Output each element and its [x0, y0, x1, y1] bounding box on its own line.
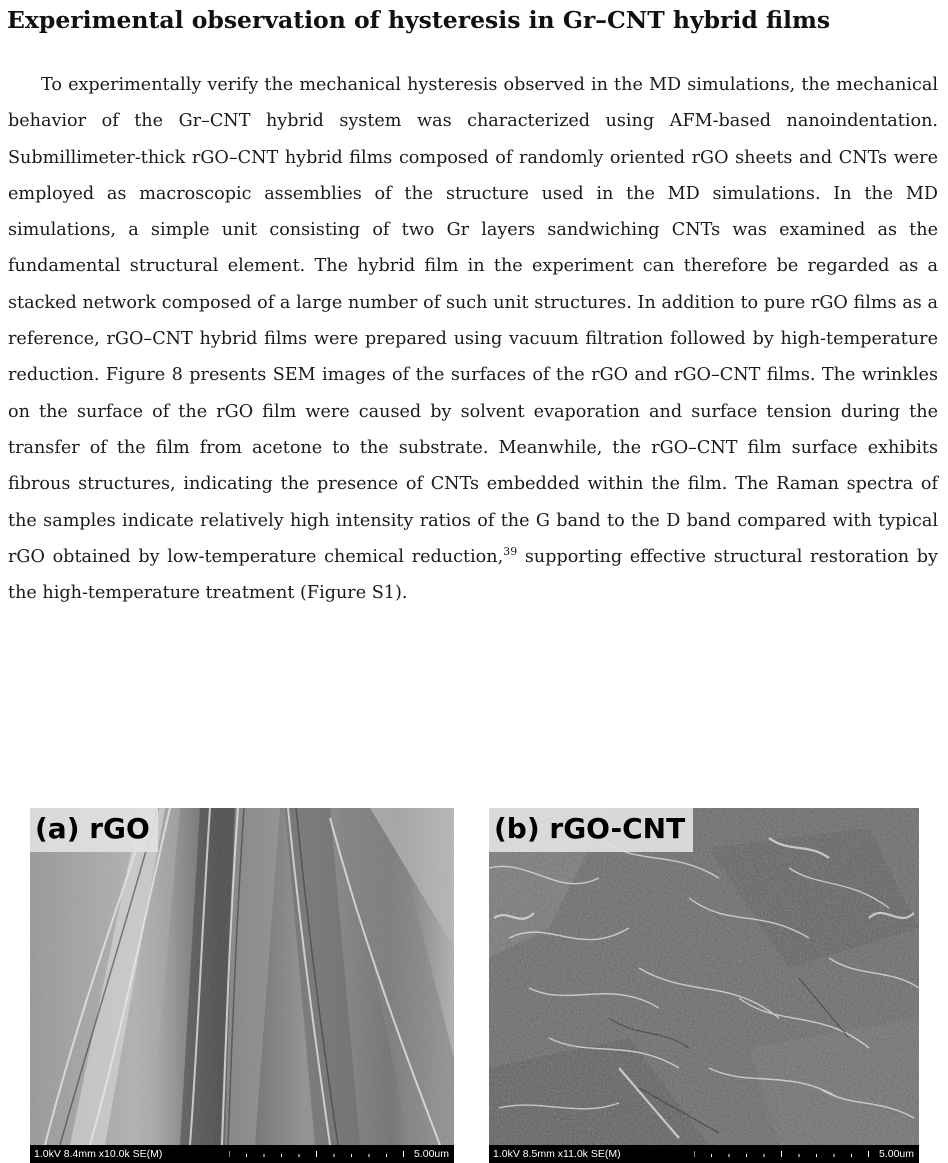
section-heading: Experimental observation of hysteresis in Gr–CNT hybrid films — [7, 6, 831, 34]
paragraph-text-continued: supporting effective structural restoration by the high-temperature treatment (Figure S1). — [8, 546, 938, 604]
sem-panel-rgo — [30, 808, 454, 1163]
sem-parameters-b: 1.0kV 8.5mm x11.0k SE(M) — [493, 1148, 621, 1160]
scale-ticks-a — [229, 1147, 404, 1157]
citation-superscript: 39 — [503, 545, 518, 558]
sem-info-bar-b — [489, 1145, 919, 1163]
sem-panel-rgo-cnt — [489, 808, 919, 1163]
sem-image-rgo-cnt — [489, 808, 919, 1145]
panel-label-a: (a) rGO — [30, 808, 158, 852]
scale-ticks-b — [694, 1147, 869, 1157]
sem-image-rgo — [30, 808, 454, 1145]
figure-8 — [0, 808, 948, 1163]
sem-info-bar-a — [30, 1145, 454, 1163]
body-paragraph — [8, 67, 938, 611]
sem-parameters-a: 1.0kV 8.4mm x10.0k SE(M) — [34, 1148, 163, 1160]
paragraph-text: To experimentally verify the mechanical hysteresis observed in the MD simulations, the mechanical behavior of the Gr–CNT hybrid system was characterized using AFM-based nanoindentation. Submillimeter-thick rGO–CNT hybrid films composed of randomly oriented rGO sheets and CNTs were employed as macroscopic assemblies of the structure used in the MD simulations. In the MD simulations, a simple unit consisting of two Gr layers sandwiching CNTs was examined as the fundamental structural element. The hybrid film in the experiment can therefore be regarded as a stacked network composed of a large number of such unit structures. In addition to pure rGO films as a reference, rGO–CNT hybrid films were prepared using vacuum filtration followed by high-temperature reduction. Figure 8 presents SEM images of the surfaces of the rGO and rGO–CNT films. The wrinkles on the surface of the rGO film were caused by solvent evaporation and surface tension during the transfer of the film from acetone to the substrate. Meanwhile, the rGO–CNT film surface exhibits fibrous structures, indicating the presence of CNTs embedded within the film. The Raman spectra of the samples indicate relatively high intensity ratios of the G band to the D band compared with typical rGO obtained by low-temperature chemical reduction, — [8, 75, 938, 567]
scale-length-b: 5.00um — [878, 1148, 914, 1160]
panel-label-b: (b) rGO-CNT — [489, 808, 693, 852]
scale-length-a: 5.00um — [413, 1148, 449, 1160]
